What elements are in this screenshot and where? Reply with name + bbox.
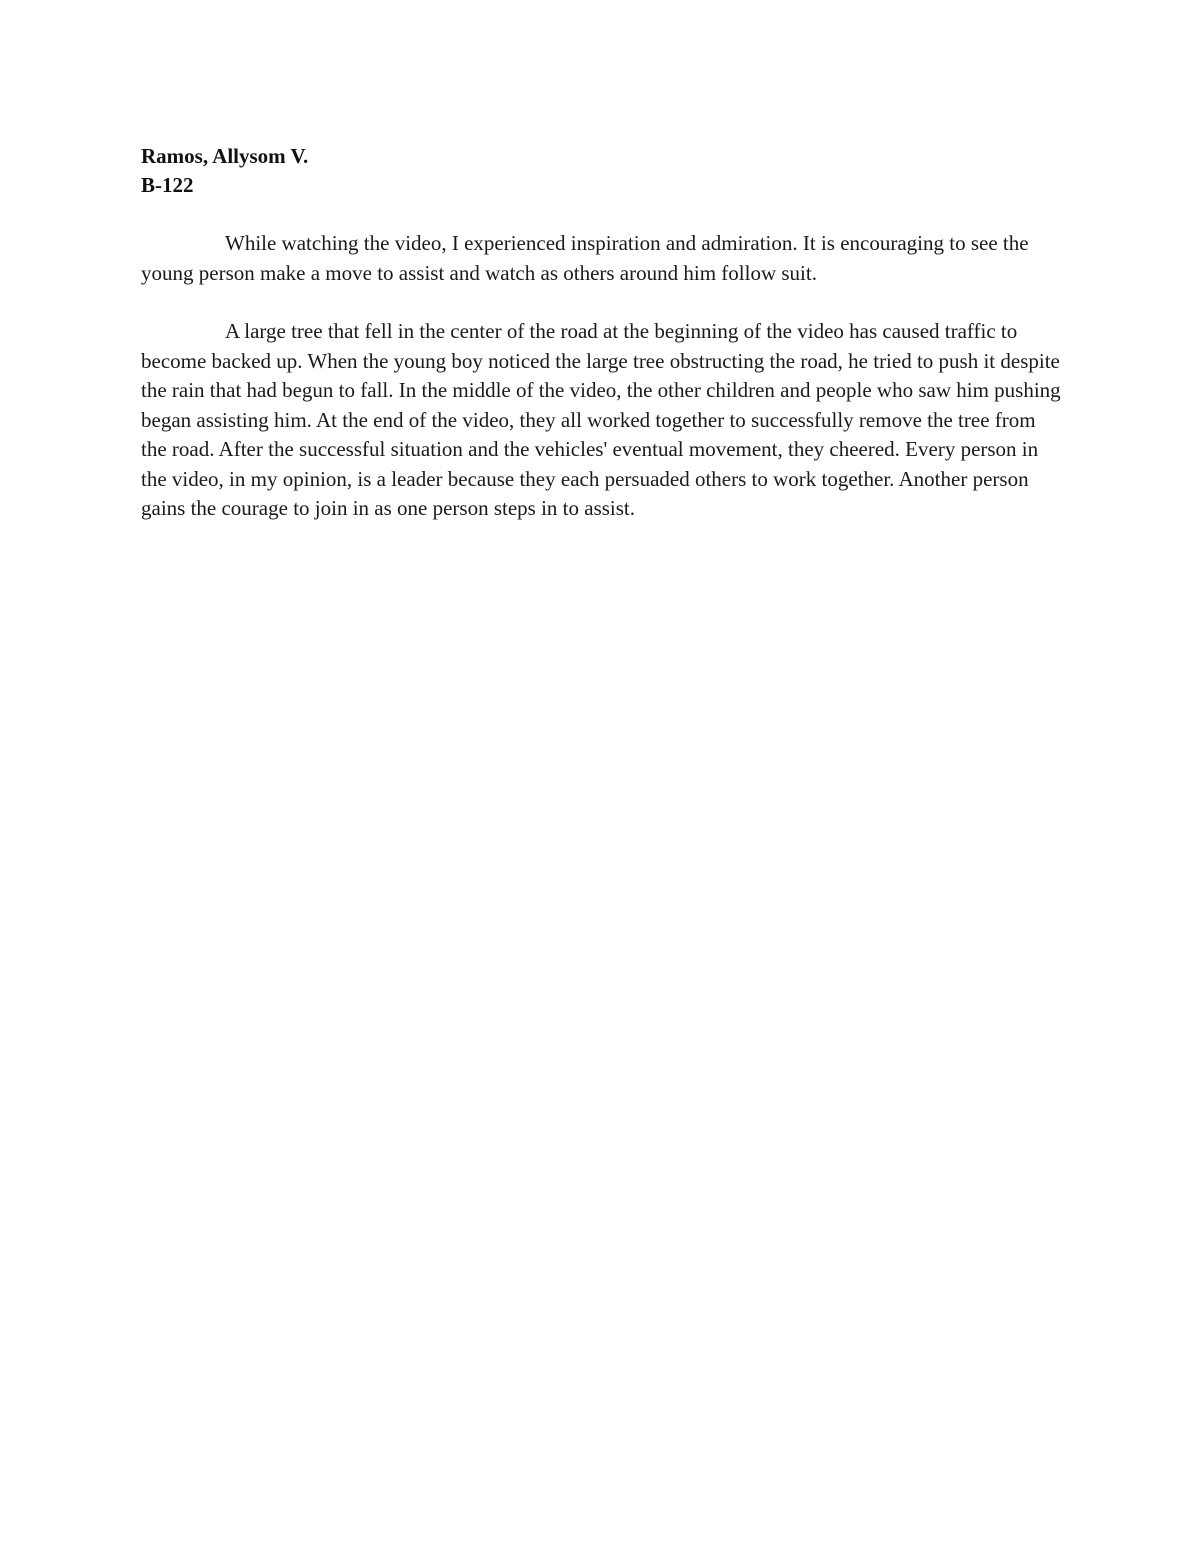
body-paragraph-2: A large tree that fell in the center of the road at the beginning of the video has caused traffic to become backed up. When the young boy noticed the large tree obstructing the road, he tried to push it despite the rain that had begun to fall. In the middle of the video, the other children and people who saw him pushing began assisting him. At the end of the video, they all worked together to successfully remove the tree from the road. After the successful situation and the vehicles' eventual movement, they cheered. Every person in the video, in my opinion, is a leader because they each persuaded others to work together. Another person gains the courage to join in as one person steps in to assist.	[141, 319, 1061, 520]
document-content	[141, 142, 1061, 524]
author-name: Ramos, Allysom V.	[141, 144, 309, 168]
body-paragraph-1: While watching the video, I experienced inspiration and admiration. It is encouraging to see the young person make a move to assist and watch as others around him follow suit.	[141, 231, 1029, 285]
section-code: B-122	[141, 173, 194, 197]
